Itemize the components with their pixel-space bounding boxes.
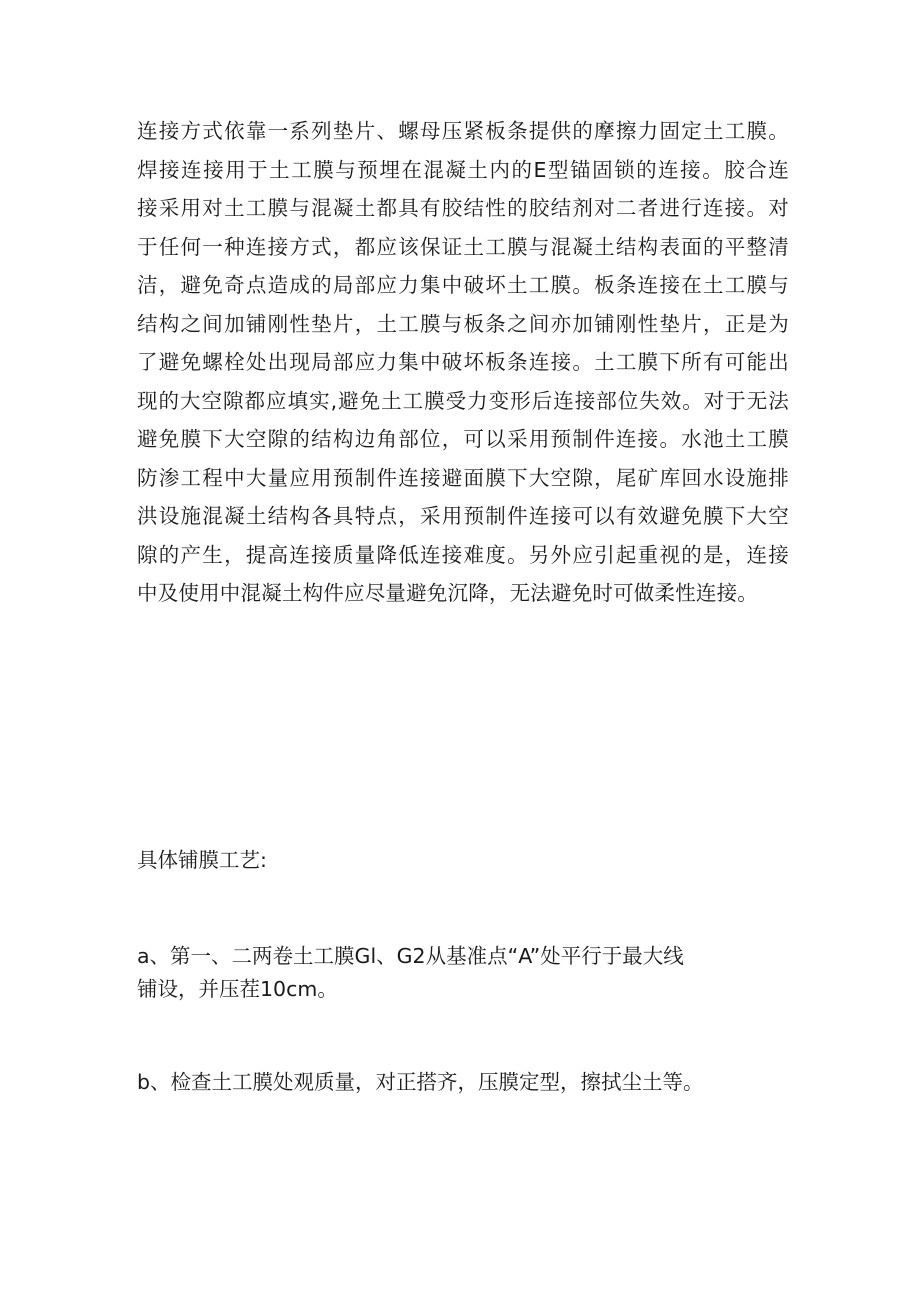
paragraph-line: 了避免螺栓处出现局部应力集中破坏板条连接。土工膜下所有可能出 — [137, 350, 789, 374]
paragraph-line: 洪设施混凝土结构各具特点，采用预制件连接可以有效避免膜下大空 — [137, 504, 789, 528]
paragraph-line: 连接方式依靠一系列垫片、螺母压紧板条提供的摩擦力固定土工膜。 — [137, 119, 789, 143]
paragraph-line: 现的大空隙都应填实,避免土工膜受力变形后连接部位失效。对于无法 — [137, 388, 789, 413]
paragraph-line: 接采用对土工膜与混凝土都具有胶结性的胶结剂对二者进行连接。对 — [137, 196, 789, 220]
step-a-line-2: 铺设，并压茬10cm。 — [137, 977, 338, 1001]
step-b-line-1: b、检查土工膜处观质量，对正搭齐，压膜定型，擦拭尘土等。 — [137, 1070, 704, 1094]
paragraph-line: 防渗工程中大量应用预制件连接避面膜下大空隙，尾矿库回水设施排 — [137, 465, 789, 490]
paragraph-line: 于任何一种连接方式，都应该保证土工膜与混凝土结构表面的平整清 — [137, 234, 789, 259]
connection-methods-paragraph — [137, 112, 789, 613]
paragraph-line: 避免膜下大空隙的结构边角部位，可以采用预制件连接。水池土工膜 — [137, 427, 789, 451]
paragraph-line: 洁，避免奇点造成的局部应力集中破坏土工膜。板条连接在土工膜与 — [137, 273, 789, 297]
step-b — [137, 1066, 704, 1099]
paragraph-line: 中及使用中混凝土构件应尽量避免沉降，无法避免时可做柔性连接。 — [137, 581, 758, 605]
step-a-line-1: a、第一、二两卷土工膜Gl、G2从基准点“A”处平行于最大线 — [137, 944, 684, 968]
paragraph-line: 结构之间加铺刚性垫片，土工膜与板条之间亦加铺刚性垫片，正是为 — [137, 311, 789, 336]
step-a — [137, 940, 684, 1006]
section-heading: 具体铺膜工艺: — [137, 848, 267, 872]
paragraph-line: 焊接连接用于土工膜与预埋在混凝土内的E型锚固锁的连接。胶合连 — [137, 157, 789, 182]
paragraph-line: 隙的产生，提高连接质量降低连接难度。另外应引起重视的是，连接 — [137, 542, 789, 567]
